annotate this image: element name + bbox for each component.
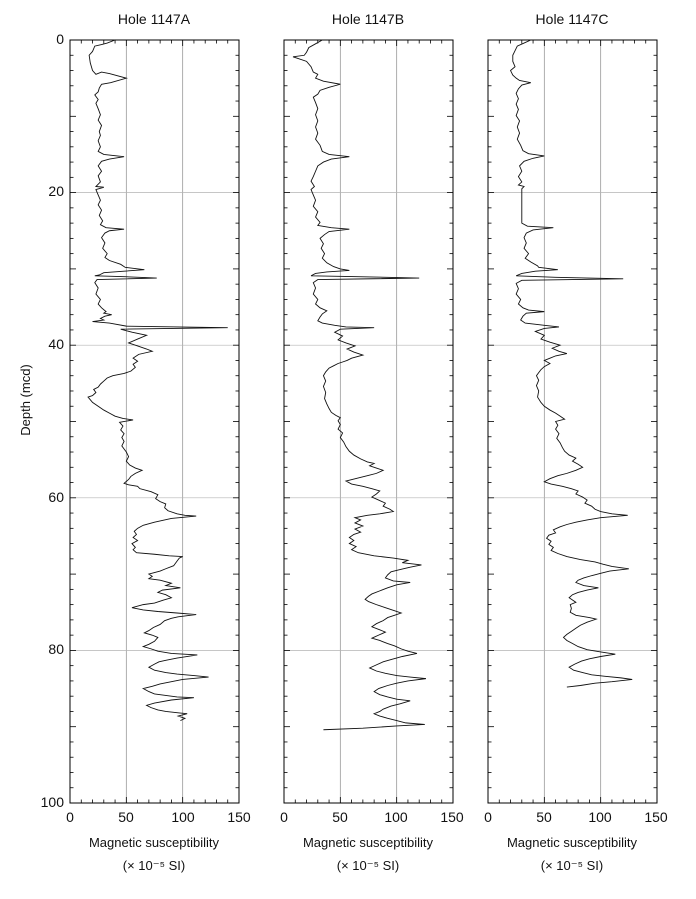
x-tick-label: 100	[384, 809, 408, 825]
ticks	[488, 40, 657, 803]
panel-title: Hole 1147B	[331, 11, 405, 27]
y-tick-label: 60	[48, 489, 64, 505]
x-tick-label: 100	[588, 809, 612, 825]
panel-hole-1147b	[280, 11, 464, 873]
x-tick-label: 150	[227, 809, 251, 825]
x-axis-units: (× 10⁻⁵ SI)	[336, 858, 400, 873]
x-tick-label: 0	[484, 809, 492, 825]
y-tick-label: 0	[56, 31, 64, 47]
panel-title: Hole 1147A	[117, 11, 191, 27]
x-tick-label: 50	[332, 809, 348, 825]
y-tick-label: 100	[40, 794, 64, 810]
x-tick-label: 0	[280, 809, 288, 825]
x-axis-units: (× 10⁻⁵ SI)	[122, 858, 186, 873]
ticks	[70, 40, 239, 803]
series-line	[293, 40, 426, 730]
panel-hole-1147c	[484, 11, 668, 873]
y-axis-label: Depth (mcd)	[18, 364, 33, 436]
y-tick-label: 80	[48, 641, 64, 657]
panel-title: Hole 1147C	[535, 11, 609, 27]
x-axis-label: Magnetic susceptibility	[88, 835, 220, 850]
x-axis-units: (× 10⁻⁵ SI)	[540, 858, 604, 873]
plot-frame	[284, 40, 453, 803]
x-tick-label: 50	[118, 809, 134, 825]
plot-frame	[488, 40, 657, 803]
x-tick-label: 0	[66, 809, 74, 825]
grid	[488, 40, 657, 803]
x-axis-label: Magnetic susceptibility	[302, 835, 434, 850]
x-tick-label: 150	[440, 809, 464, 825]
x-axis-label: Magnetic susceptibility	[506, 835, 638, 850]
series-line	[88, 40, 228, 721]
x-tick-label: 100	[171, 809, 195, 825]
grid	[284, 40, 453, 803]
ticks	[284, 40, 453, 803]
grid	[70, 40, 239, 803]
x-tick-label: 50	[536, 809, 552, 825]
plot-frame	[70, 40, 239, 803]
y-tick-label: 40	[48, 336, 64, 352]
x-tick-label: 150	[644, 809, 668, 825]
series-line	[511, 40, 633, 687]
y-tick-label: 20	[48, 183, 64, 199]
panel-hole-1147a	[66, 11, 251, 873]
